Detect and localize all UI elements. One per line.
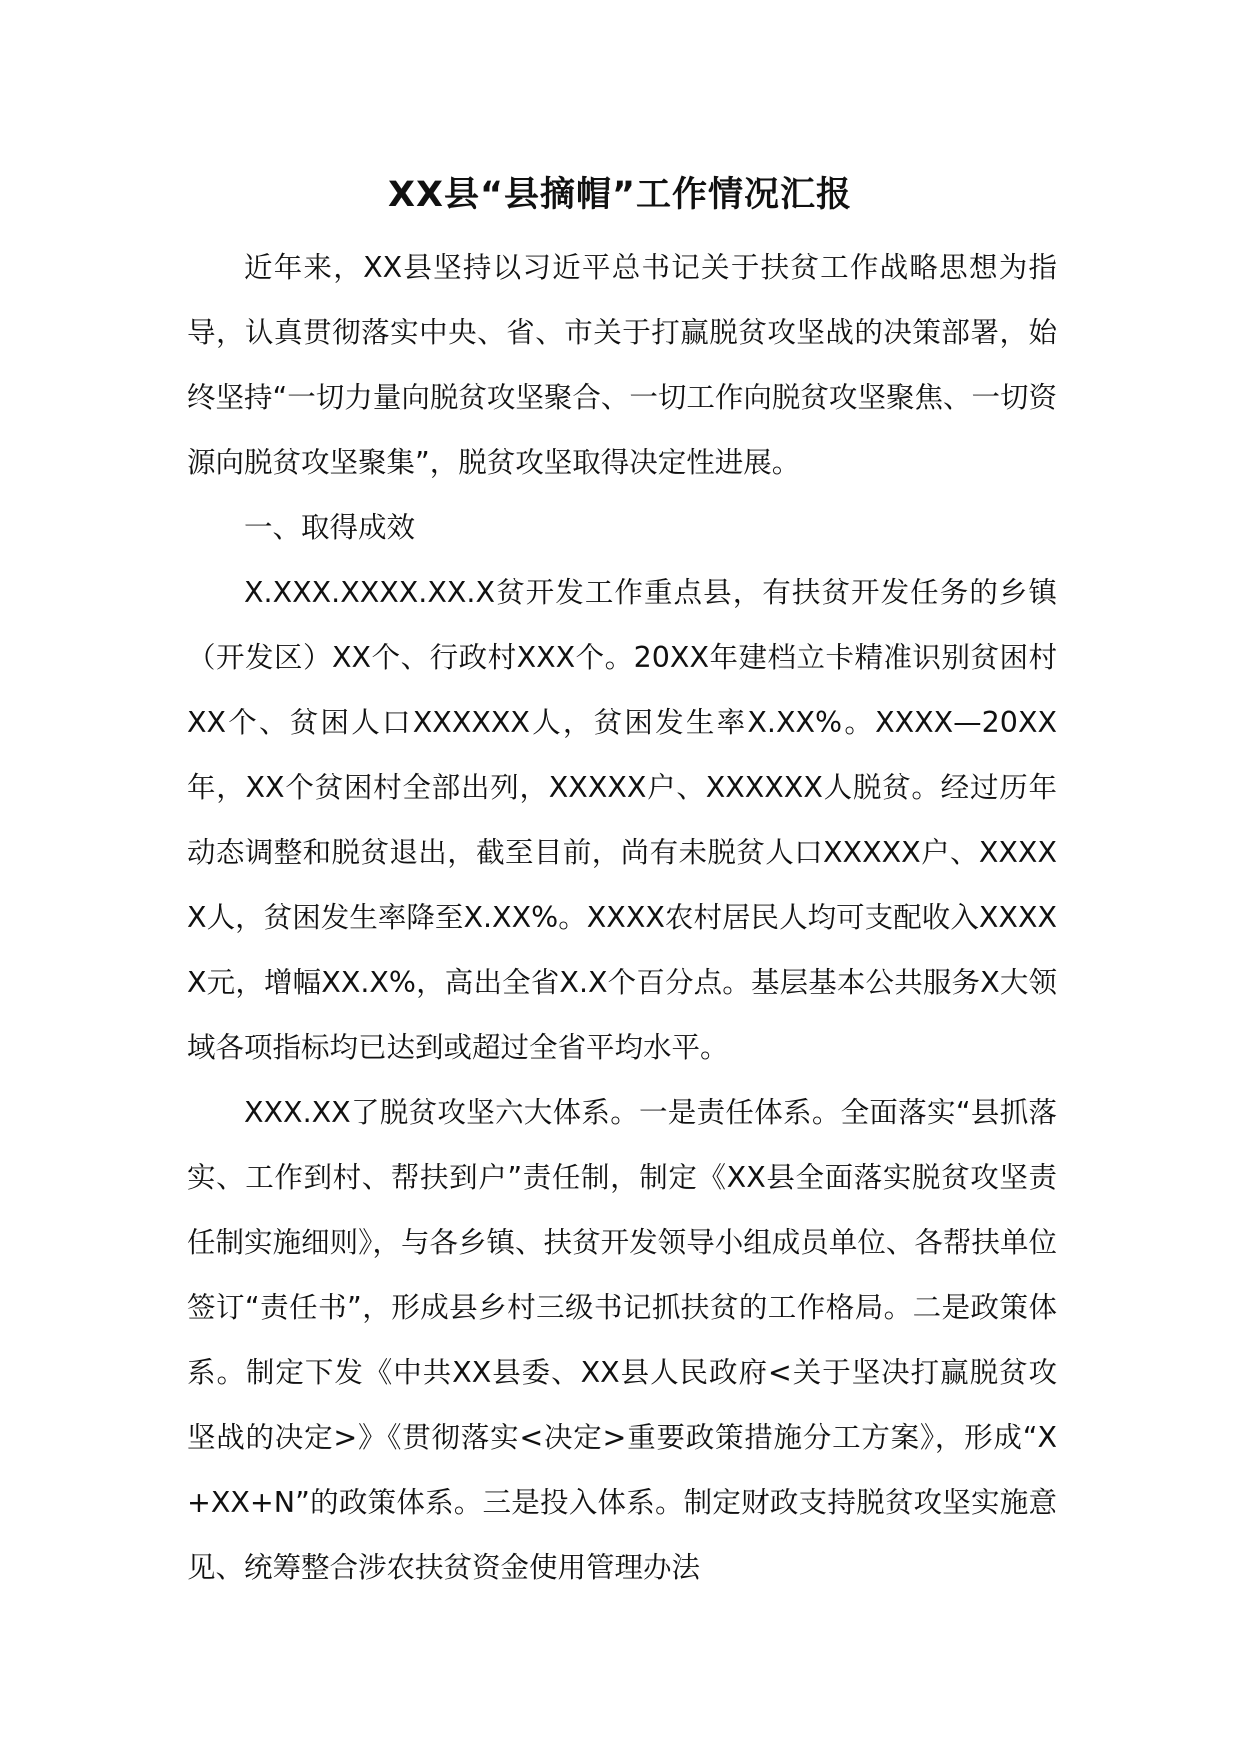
paragraph-achievements: X.XXX.XXXX.XX.X贫开发工作重点县，有扶贫开发任务的乡镇（开发区）XX个、行政村XXX个。20XX年建档立卡精准识别贫困村XX个、贫困人口XXXXXX人，贫困发生率X.XX%。XXXX—20XX年，XX个贫困村全部出列，XXXXX户、XXXXXX人脱贫。经过历年动态调整和脱贫退出，截至目前，尚有未脱贫人口XXXXX户、XXXXX人，贫困发生率降至X.XX%。XXXX农村居民人均可支配收入XXXXX元，增幅XX.X%，高出全省X.X个百分点。基层基本公共服务X大领域各项指标均已达到或超过全省平均水平。 — [187, 576, 1057, 1064]
section-heading-achievements: 一、取得成效 — [244, 511, 416, 544]
document-title: XX县“县摘帽”工作情况汇报 — [388, 175, 852, 215]
document-body — [187, 235, 1057, 1600]
paragraph-six-systems: XXX.XX了脱贫攻坚六大体系。一是责任体系。全面落实“县抓落实、工作到村、帮扶到户”责任制，制定《XX县全面落实脱贫攻坚责任制实施细则》，与各乡镇、扶贫开发领导小组成员单位、各帮扶单位签订“责任书”，形成县乡村三级书记抓扶贫的工作格局。二是政策体系。制定下发《中共XX县委、XX县人民政府<关于坚决打赢脱贫攻坚战的决定>》《贯彻落实<决定>重要政策措施分工方案》，形成“X+XX+N”的政策体系。三是投入体系。制定财政支持脱贫攻坚实施意见、统筹整合涉农扶贫资金使用管理办法 — [187, 1096, 1057, 1584]
paragraph-intro: 近年来，XX县坚持以习近平总书记关于扶贫工作战略思想为指导，认真贯彻落实中央、省、市关于打赢脱贫攻坚战的决策部署，始终坚持“一切力量向脱贫攻坚聚合、一切工作向脱贫攻坚聚焦、一切资源向脱贫攻坚聚集”，脱贫攻坚取得决定性进展。 — [187, 251, 1057, 479]
